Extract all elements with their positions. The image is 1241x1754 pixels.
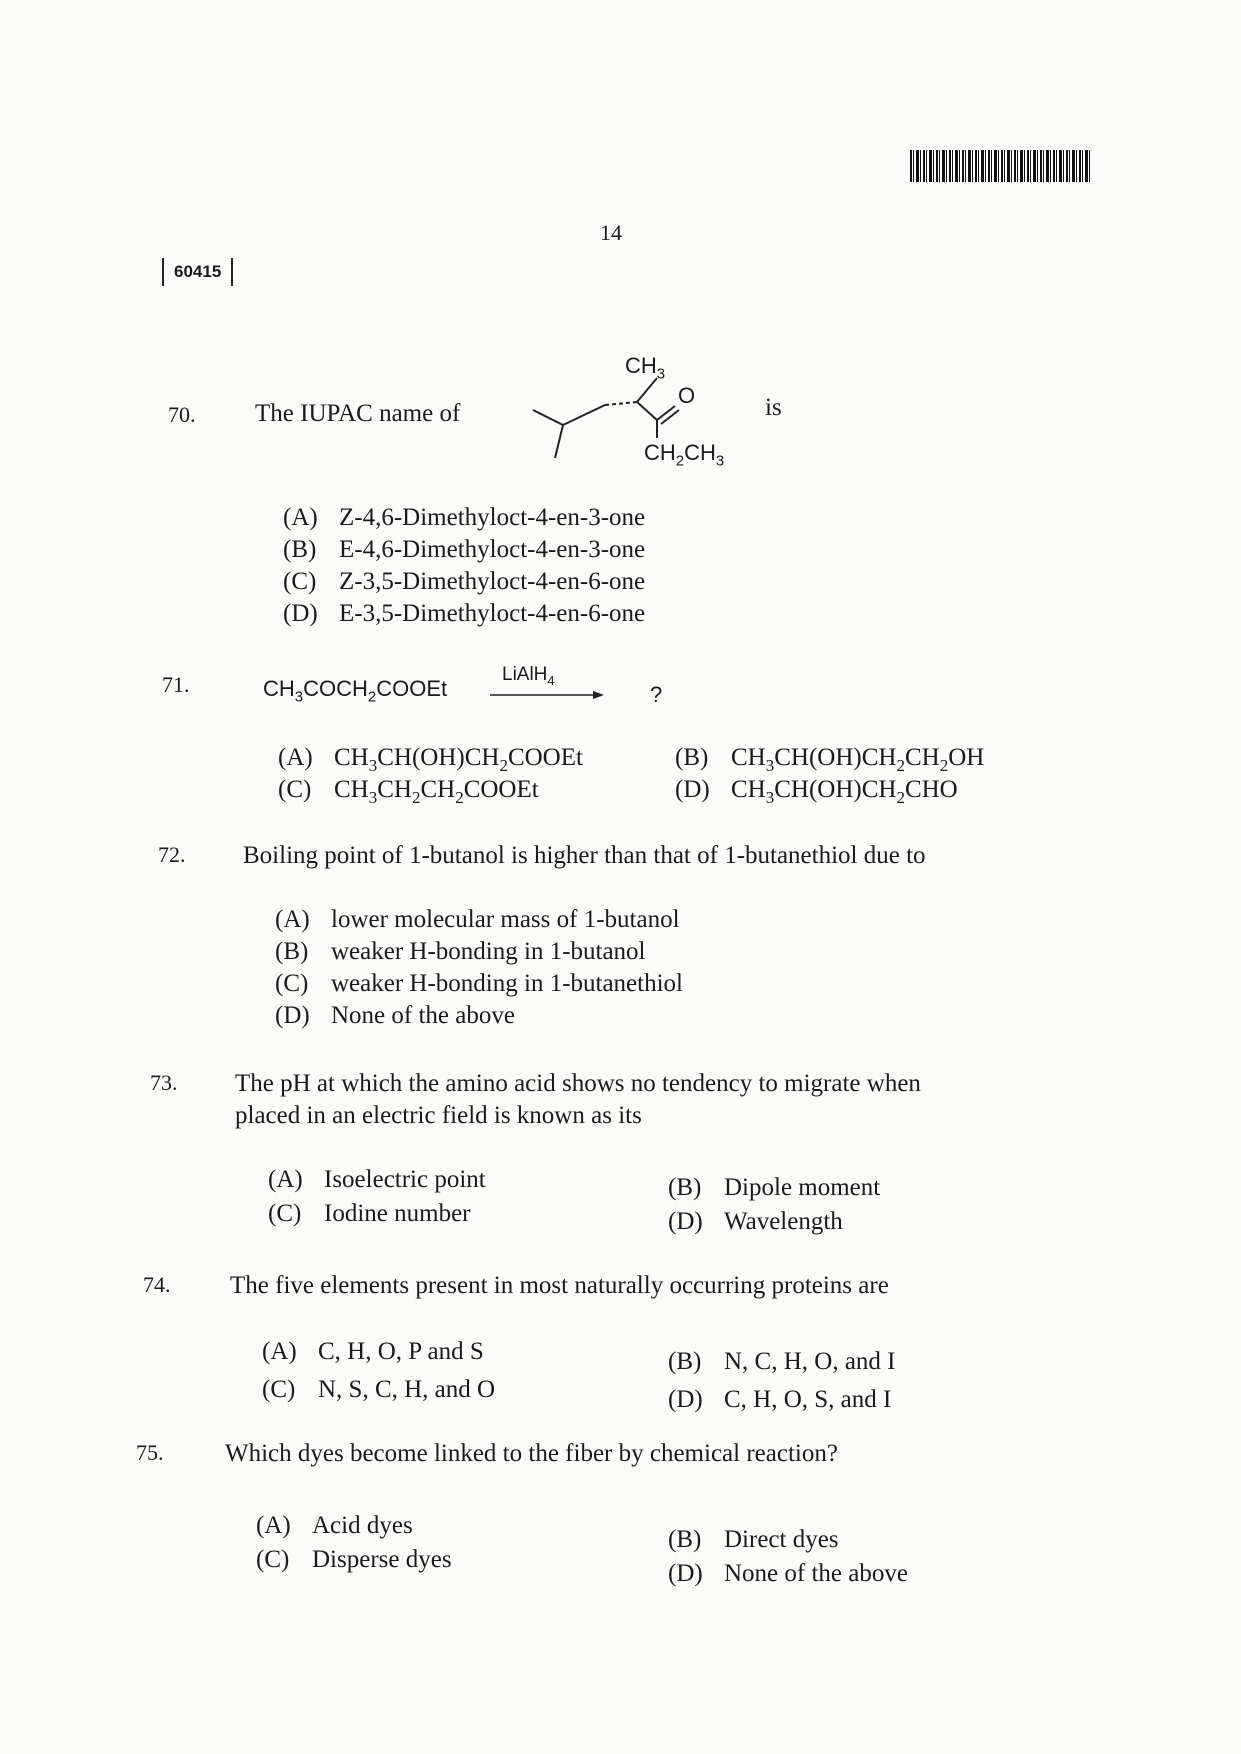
option-label: (C) xyxy=(256,1546,290,1573)
q74-option-d[interactable] xyxy=(668,1386,891,1414)
structure-label-ch3: $CH_3$ xyxy=(625,353,666,383)
barcode xyxy=(910,150,1090,182)
option-text: $CH_3CH(OH)CH_2COOEt$ xyxy=(334,744,583,775)
option-text: None of the above xyxy=(724,1560,908,1587)
option-text: N, S, C, H, and O xyxy=(318,1376,496,1403)
q70-option-a[interactable] xyxy=(283,504,645,532)
option-text: Disperse dyes xyxy=(312,1546,452,1573)
option-label: (A) xyxy=(275,906,310,933)
option-label: (C) xyxy=(275,970,309,997)
q75-option-a[interactable] xyxy=(256,1512,413,1540)
question-74-number: 74. xyxy=(143,1272,171,1297)
option-label: (B) xyxy=(275,938,309,965)
option-label: (B) xyxy=(668,1526,702,1553)
q72-option-a[interactable] xyxy=(275,906,680,934)
question-73-number: 73. xyxy=(150,1070,178,1095)
q74-option-c[interactable] xyxy=(262,1376,495,1404)
option-text: weaker H-bonding in 1-butanethiol xyxy=(331,970,683,997)
question-71-reagent: LiAlH$_4$ xyxy=(502,664,555,688)
question-72-text: Boiling point of 1-butanol is higher than that of 1-butanethiol due to xyxy=(243,842,926,869)
option-text: Z-3,5-Dimethyloct-4-en-6-one xyxy=(339,568,646,595)
option-label: (A) xyxy=(256,1512,291,1539)
option-label: (C) xyxy=(262,1376,296,1403)
option-text: C, H, O, P and S xyxy=(318,1338,484,1365)
q74-option-b[interactable] xyxy=(668,1348,896,1376)
question-71-product: ? xyxy=(650,682,663,707)
question-75-text: Which dyes become linked to the fiber by chemical reaction? xyxy=(225,1440,838,1467)
option-label: (A) xyxy=(278,744,313,771)
reaction-arrow-icon xyxy=(488,688,608,702)
option-text: $CH_3CH_2CH_2COOEt$ xyxy=(334,776,539,807)
option-text: E-4,6-Dimethyloct-4-en-3-one xyxy=(339,536,646,563)
q70-option-d[interactable] xyxy=(283,600,645,628)
option-text: None of the above xyxy=(331,1002,515,1029)
question-72-number: 72. xyxy=(158,842,186,867)
option-label: (D) xyxy=(283,600,318,627)
question-71-reactant: $CH_3COCH_2COOEt$ xyxy=(263,676,448,706)
option-label: (A) xyxy=(268,1166,303,1193)
option-label: (C) xyxy=(268,1200,302,1227)
option-label: (D) xyxy=(668,1208,703,1235)
option-text: $CH_3CH(OH)CH_2CH_2OH$ xyxy=(731,744,985,775)
option-text: C, H, O, S, and I xyxy=(724,1386,892,1413)
option-label: (A) xyxy=(283,504,318,531)
q70-option-c[interactable] xyxy=(283,568,645,596)
q71-option-b[interactable] xyxy=(675,744,984,776)
q72-option-d[interactable] xyxy=(275,1002,515,1030)
question-71-number: 71. xyxy=(162,672,190,697)
q73-option-a[interactable] xyxy=(268,1166,486,1194)
option-text: lower molecular mass of 1-butanol xyxy=(331,906,680,933)
option-text: $CH_3CH(OH)CH_2CHO$ xyxy=(731,776,958,807)
q72-option-b[interactable] xyxy=(275,938,646,966)
structure-label-ch2ch3: $CH_2CH_3$ xyxy=(644,440,725,470)
q74-option-a[interactable] xyxy=(262,1338,484,1366)
option-label: (B) xyxy=(668,1174,702,1201)
q75-option-b[interactable] xyxy=(668,1526,839,1554)
structure-label-oxygen: O xyxy=(678,383,696,408)
option-text: Iodine number xyxy=(324,1200,471,1227)
option-text: Z-4,6-Dimethyloct-4-en-3-one xyxy=(339,504,646,531)
q75-option-c[interactable] xyxy=(256,1546,452,1574)
option-label: (C) xyxy=(283,568,317,595)
page-number: 14 xyxy=(600,220,622,245)
option-label: (C) xyxy=(278,776,312,803)
option-text: Direct dyes xyxy=(724,1526,839,1553)
option-label: (A) xyxy=(262,1338,297,1365)
q73-option-c[interactable] xyxy=(268,1200,470,1228)
q75-option-d[interactable] xyxy=(668,1560,908,1588)
option-text: N, C, H, O, and I xyxy=(724,1348,896,1375)
option-text: weaker H-bonding in 1-butanol xyxy=(331,938,646,965)
question-74-text: The five elements present in most naturally occurring proteins are xyxy=(230,1272,889,1299)
option-label: (D) xyxy=(675,776,710,803)
option-text: Dipole moment xyxy=(724,1174,881,1201)
option-label: (B) xyxy=(675,744,709,771)
question-70-suffix: is xyxy=(765,394,782,421)
option-label: (D) xyxy=(275,1002,310,1029)
question-70-number: 70. xyxy=(168,402,196,427)
option-label: (B) xyxy=(283,536,317,563)
option-text: Isoelectric point xyxy=(324,1166,486,1193)
option-text: E-3,5-Dimethyloct-4-en-6-one xyxy=(339,600,646,627)
question-75-number: 75. xyxy=(136,1440,164,1465)
option-label: (D) xyxy=(668,1560,703,1587)
paper-code: 60415 xyxy=(162,258,233,286)
q70-option-b[interactable] xyxy=(283,536,645,564)
option-text: Acid dyes xyxy=(312,1512,413,1539)
option-label: (D) xyxy=(668,1386,703,1413)
q72-option-c[interactable] xyxy=(275,970,683,998)
q71-option-c[interactable] xyxy=(278,776,539,808)
option-label: (B) xyxy=(668,1348,702,1375)
question-73-text-line2: placed in an electric field is known as its xyxy=(235,1102,642,1129)
question-70-text: The IUPAC name of xyxy=(255,400,461,427)
q73-option-b[interactable] xyxy=(668,1174,880,1202)
option-text: Wavelength xyxy=(724,1208,843,1235)
question-73-text-line1: The pH at which the amino acid shows no tendency to migrate when xyxy=(235,1070,921,1097)
q71-option-d[interactable] xyxy=(675,776,958,808)
q73-option-d[interactable] xyxy=(668,1208,843,1236)
q71-option-a[interactable] xyxy=(278,744,583,776)
